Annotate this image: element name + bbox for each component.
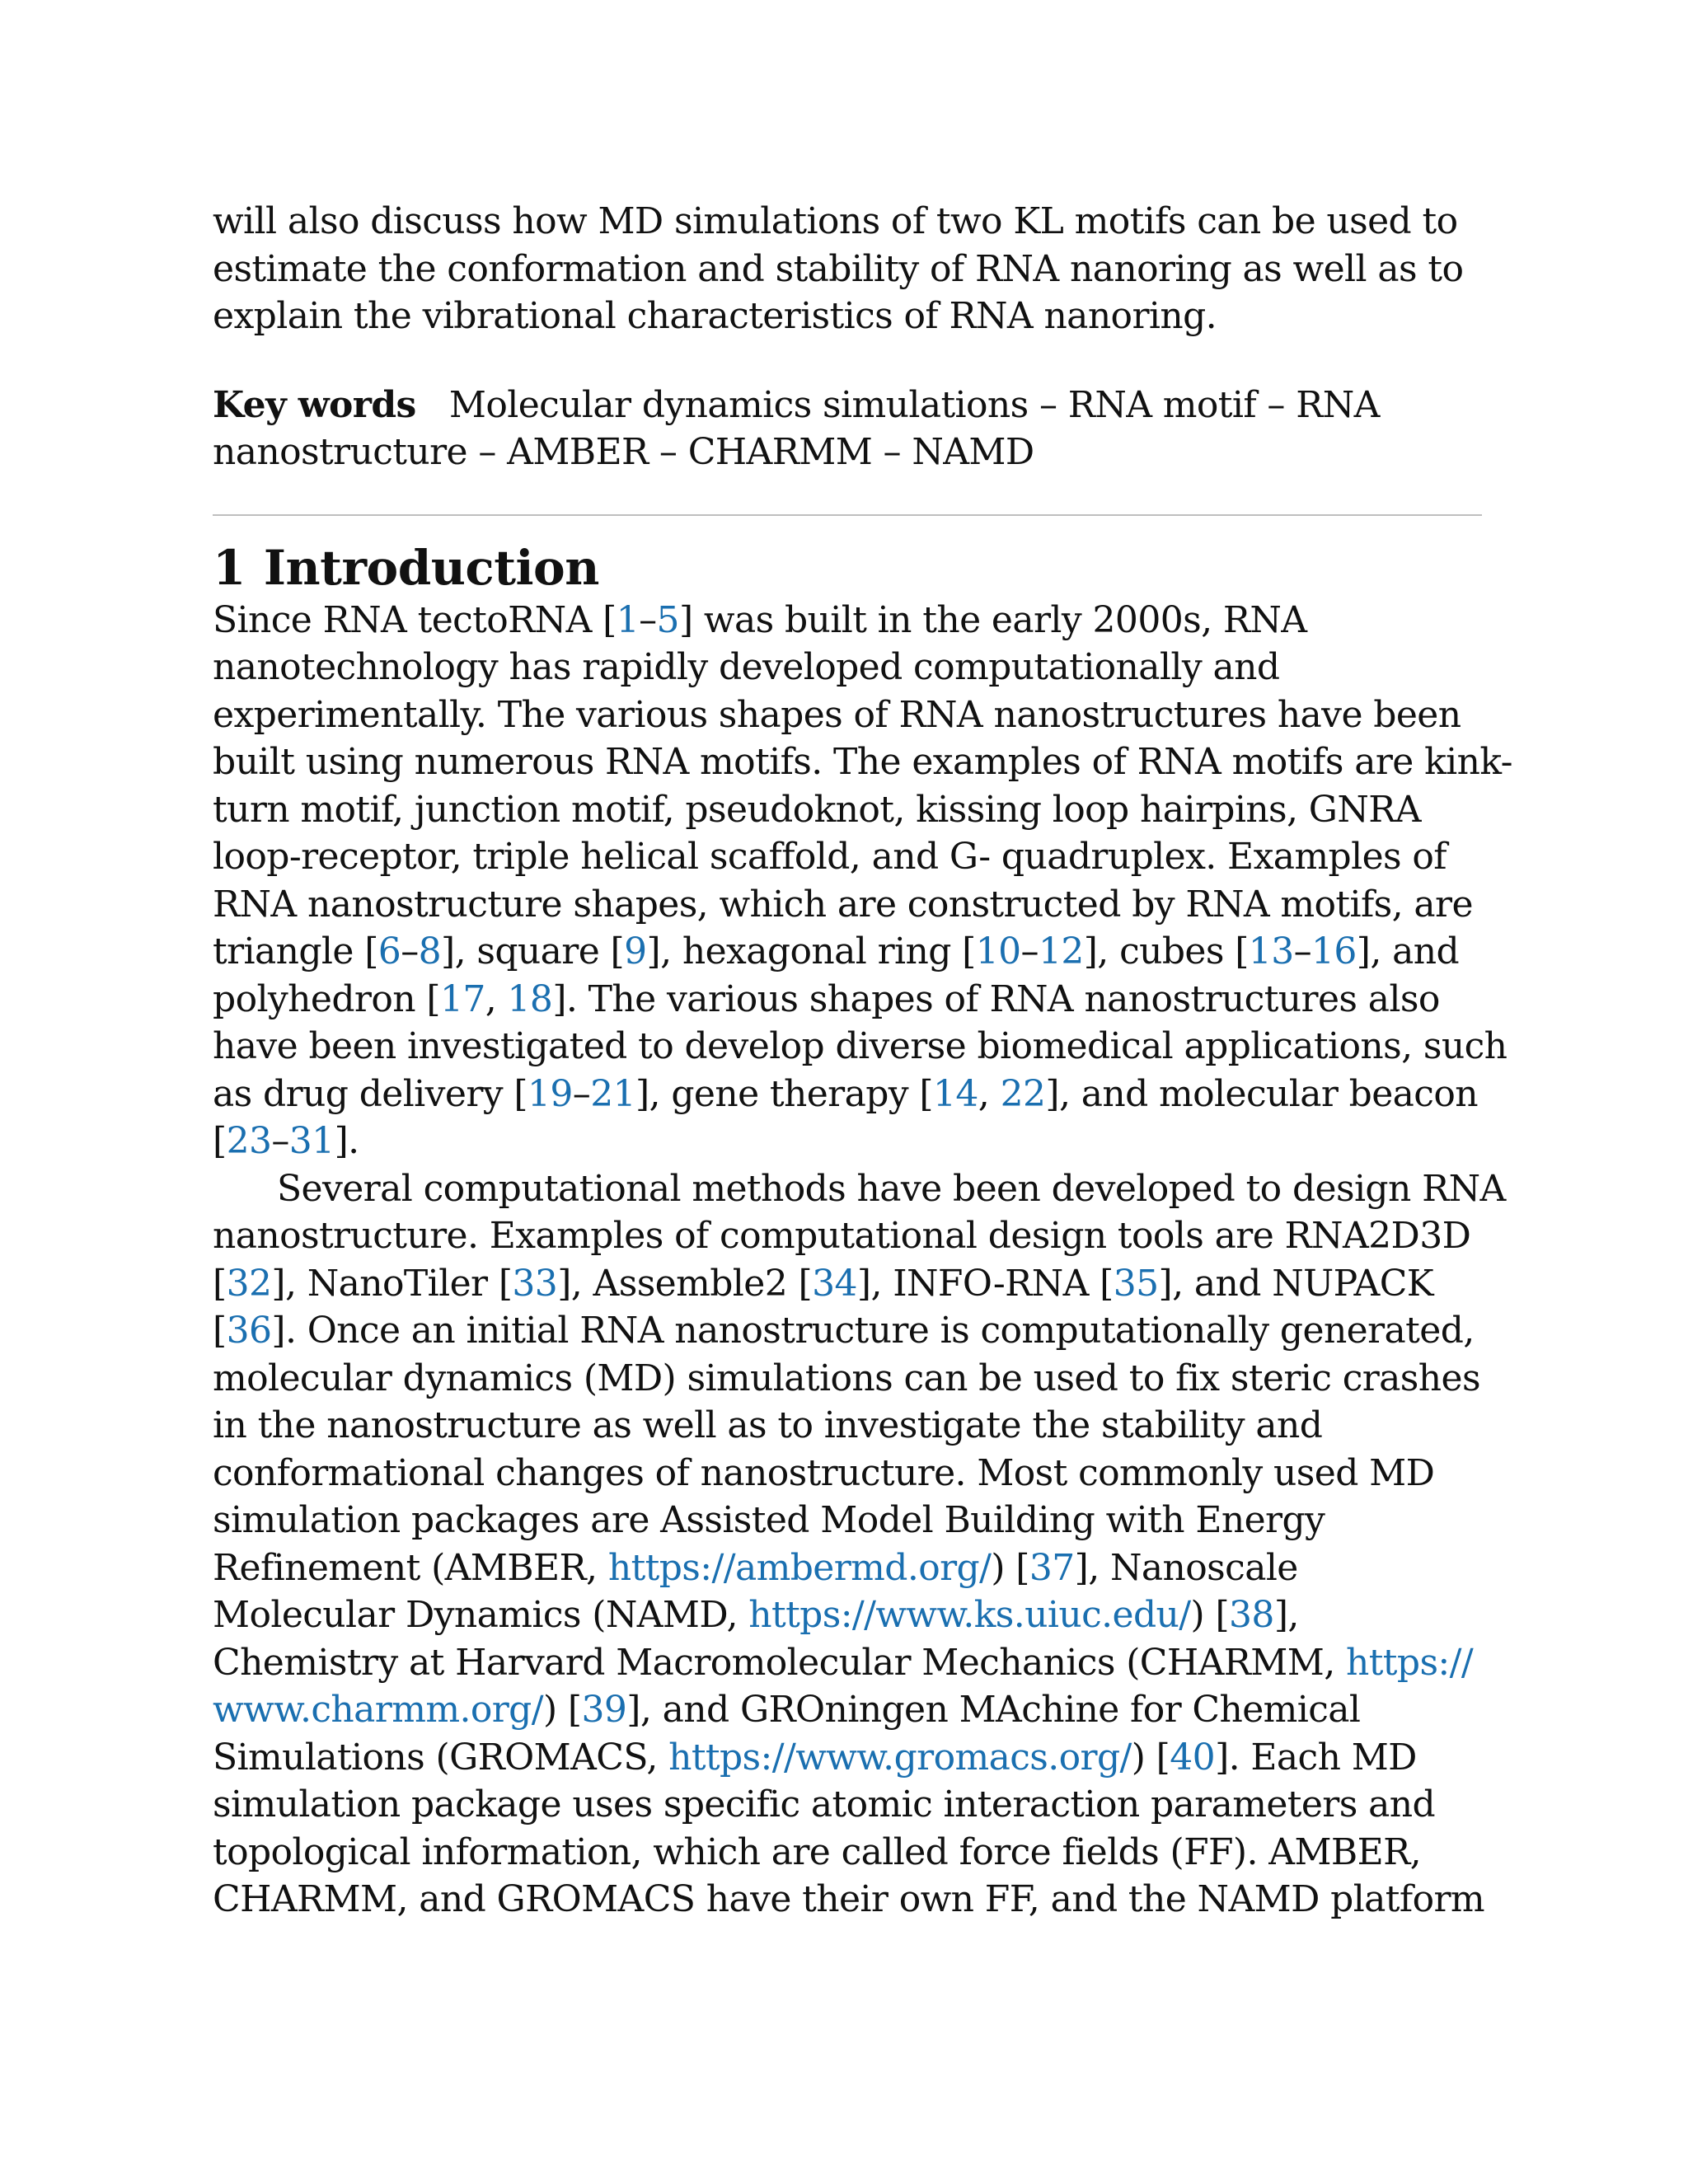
text-line: Simulations (GROMACS, https://www.gromacs.org/) [40]. Each MD bbox=[213, 1736, 1417, 1779]
citation-link[interactable]: 9 bbox=[624, 930, 647, 972]
citation-link[interactable]: 18 bbox=[507, 977, 553, 1020]
keywords-label: Key words bbox=[213, 383, 416, 426]
section-divider bbox=[213, 514, 1482, 516]
url-link[interactable]: www.charmm.org/ bbox=[213, 1689, 543, 1731]
text-line: turn motif, junction motif, pseudoknot, kissing loop hairpins, GNRA bbox=[213, 788, 1421, 831]
text-line: conformational changes of nanostructure. Most commonly used MD bbox=[213, 1451, 1435, 1494]
citation-link[interactable]: 21 bbox=[590, 1072, 635, 1115]
abstract-line: will also discuss how MD simulations of two KL motifs can be used to bbox=[213, 200, 1458, 242]
citation-link[interactable]: 34 bbox=[812, 1262, 857, 1305]
text-line: Several computational methods have been developed to design RNA bbox=[277, 1167, 1506, 1210]
citation-link[interactable]: 1 bbox=[616, 598, 640, 641]
citation-link[interactable]: 16 bbox=[1311, 930, 1357, 972]
section-title: Introduction bbox=[263, 539, 599, 596]
text-line: have been investigated to develop diverse biomedical applications, such bbox=[213, 1025, 1507, 1067]
text-line: Since RNA tectoRNA [1–5] was built in the early 2000s, RNA bbox=[213, 598, 1307, 641]
text-line: molecular dynamics (MD) simulations can be used to fix steric crashes bbox=[213, 1357, 1480, 1399]
text-line: as drug delivery [19–21], gene therapy [14, 22], and molecular beacon bbox=[213, 1072, 1478, 1115]
citation-link[interactable]: 13 bbox=[1248, 930, 1294, 972]
text-line: [32], NanoTiler [33], Assemble2 [34], INFO-RNA [35], and NUPACK bbox=[213, 1262, 1434, 1305]
citation-link[interactable]: 37 bbox=[1029, 1546, 1075, 1589]
url-link[interactable]: https://www.gromacs.org/ bbox=[668, 1736, 1132, 1779]
text-line: simulation packages are Assisted Model Building with Energy bbox=[213, 1499, 1325, 1541]
url-link[interactable]: https:// bbox=[1345, 1641, 1474, 1684]
citation-link[interactable]: 22 bbox=[1000, 1072, 1046, 1115]
text-line: nanotechnology has rapidly developed computationally and bbox=[213, 646, 1280, 688]
citation-link[interactable]: 5 bbox=[656, 598, 679, 641]
text-line: in the nanostructure as well as to investigate the stability and bbox=[213, 1404, 1323, 1446]
text-line: triangle [6–8], square [9], hexagonal ring [10–12], cubes [13–16], and bbox=[213, 930, 1460, 972]
paragraph-1 bbox=[213, 597, 1512, 1165]
url-link[interactable]: https://www.ks.uiuc.edu/ bbox=[748, 1594, 1191, 1636]
abstract-line: estimate the conformation and stability of RNA nanoring as well as to bbox=[213, 247, 1464, 290]
text-line: nanostructure. Examples of computational design tools are RNA2D3D bbox=[213, 1215, 1471, 1257]
text-line: [36]. Once an initial RNA nanostructure is computationally generated, bbox=[213, 1310, 1475, 1352]
citation-link[interactable]: 32 bbox=[226, 1262, 272, 1305]
keywords-text: Molecular dynamics simulations – RNA motif – RNA bbox=[448, 383, 1380, 426]
text-line: simulation package uses specific atomic interaction parameters and bbox=[213, 1783, 1436, 1825]
text-line: CHARMM, and GROMACS have their own FF, and the NAMD platform bbox=[213, 1878, 1485, 1920]
citation-link[interactable]: 23 bbox=[226, 1120, 272, 1162]
text-line: built using numerous RNA motifs. The examples of RNA motifs are kink- bbox=[213, 741, 1512, 783]
citation-link[interactable]: 39 bbox=[581, 1689, 627, 1731]
abstract-line: explain the vibrational characteristics of RNA nanoring. bbox=[213, 295, 1217, 337]
keywords-block bbox=[213, 382, 1482, 476]
citation-link[interactable]: 38 bbox=[1229, 1594, 1274, 1636]
text-line: loop-receptor, triple helical scaffold, and G- quadruplex. Examples of bbox=[213, 836, 1447, 878]
text-line: Refinement (AMBER, https://ambermd.org/) [37], Nanoscale bbox=[213, 1546, 1298, 1589]
citation-link[interactable]: 35 bbox=[1113, 1262, 1159, 1305]
paragraph-2 bbox=[213, 1165, 1506, 1924]
citation-link[interactable]: 10 bbox=[975, 930, 1021, 972]
section-heading bbox=[213, 539, 1482, 597]
citation-link[interactable]: 40 bbox=[1170, 1736, 1216, 1779]
text-line: polyhedron [17, 18]. The various shapes of RNA nanostructures also bbox=[213, 977, 1440, 1020]
citation-link[interactable]: 36 bbox=[226, 1310, 272, 1352]
text-line: Chemistry at Harvard Macromolecular Mechanics (CHARMM, https:// bbox=[213, 1641, 1474, 1684]
text-line: [23–31]. bbox=[213, 1120, 359, 1162]
text-line: experimentally. The various shapes of RNA nanostructures have been bbox=[213, 693, 1461, 736]
page-body bbox=[213, 198, 1512, 1924]
url-link[interactable]: https://ambermd.org/ bbox=[607, 1546, 992, 1589]
abstract-text bbox=[213, 198, 1482, 340]
citation-link[interactable]: 31 bbox=[288, 1120, 335, 1162]
keywords-line: nanostructure – AMBER – CHARMM – NAMD bbox=[213, 431, 1034, 473]
citation-link[interactable]: 6 bbox=[377, 930, 401, 972]
citation-link[interactable]: 12 bbox=[1038, 930, 1084, 972]
text-line: Molecular Dynamics (NAMD, https://www.ks.uiuc.edu/) [38], bbox=[213, 1594, 1299, 1636]
text-line: RNA nanostructure shapes, which are constructed by RNA motifs, are bbox=[213, 883, 1473, 926]
citation-link[interactable]: 33 bbox=[512, 1262, 558, 1305]
citation-link[interactable]: 14 bbox=[933, 1072, 978, 1115]
citation-link[interactable]: 19 bbox=[527, 1072, 573, 1115]
text-line: topological information, which are called force fields (FF). AMBER, bbox=[213, 1830, 1422, 1873]
text-line: www.charmm.org/) [39], and GROningen MAchine for Chemical bbox=[213, 1689, 1361, 1731]
citation-link[interactable]: 8 bbox=[418, 930, 442, 972]
citation-link[interactable]: 17 bbox=[439, 977, 485, 1020]
section-number: 1 bbox=[213, 539, 246, 596]
keywords-line bbox=[213, 382, 1482, 429]
